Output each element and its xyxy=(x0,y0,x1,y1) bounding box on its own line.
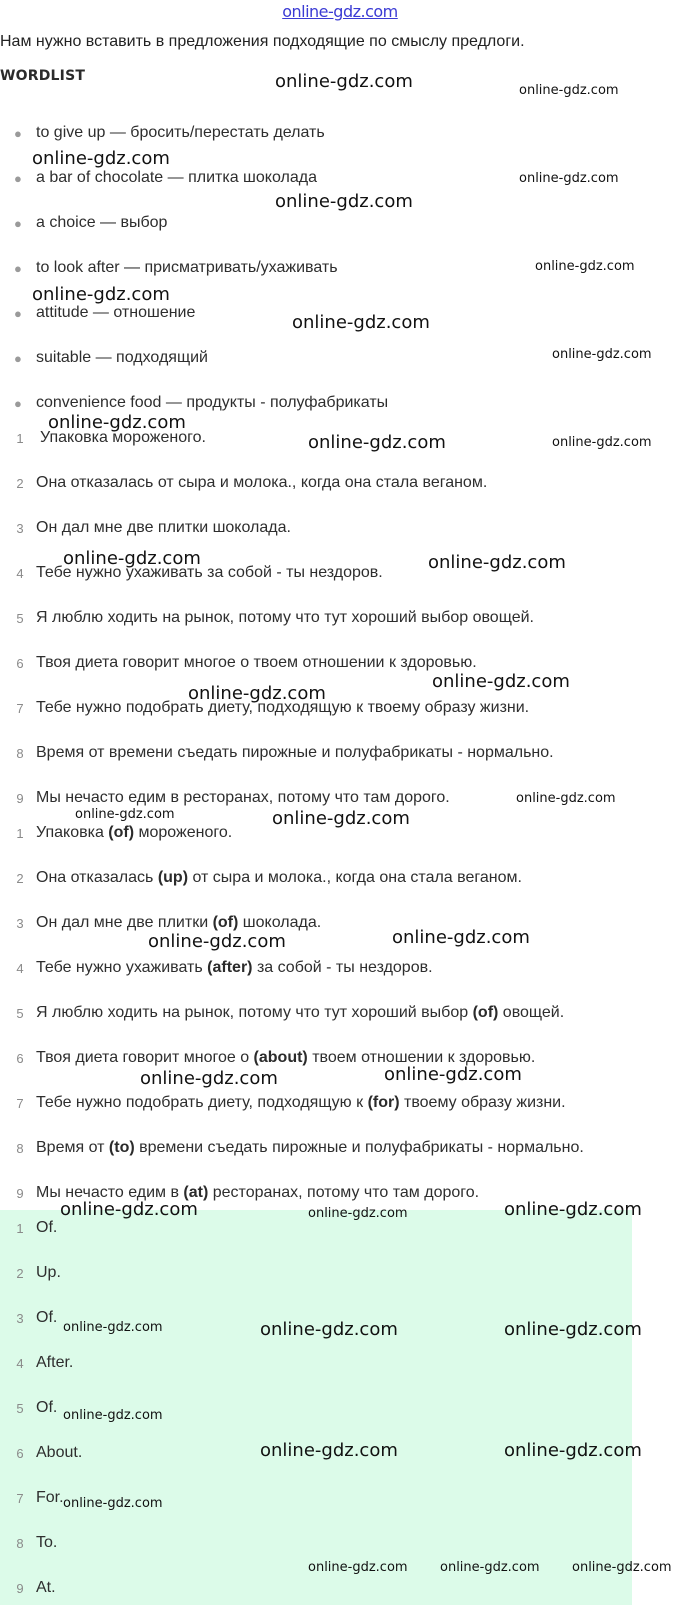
watermark: online-gdz.com xyxy=(292,312,430,333)
preposition: (of) xyxy=(108,824,135,841)
watermark: online-gdz.com xyxy=(272,808,410,829)
watermark: online-gdz.com xyxy=(519,171,619,186)
preposition: (at) xyxy=(183,1184,209,1201)
preposition: (to) xyxy=(108,1139,135,1156)
watermark: online-gdz.com xyxy=(428,552,566,573)
watermark: online-gdz.com xyxy=(552,347,652,362)
watermark: online-gdz.com xyxy=(504,1319,642,1340)
watermark: online-gdz.com xyxy=(48,412,186,433)
answers-panel xyxy=(0,1210,632,1605)
watermark: online-gdz.com xyxy=(60,1199,198,1220)
preposition: (after) xyxy=(207,959,253,976)
watermark: online-gdz.com xyxy=(63,548,201,569)
task-instruction: Нам нужно вставить в предложения подходящие по смыслу предлоги. xyxy=(0,33,525,50)
bullet-icon: ● xyxy=(14,396,22,411)
watermark: online-gdz.com xyxy=(148,931,286,952)
watermark: online-gdz.com xyxy=(308,1560,408,1575)
watermark: online-gdz.com xyxy=(63,1408,163,1423)
watermark: online-gdz.com xyxy=(519,83,619,98)
watermark: online-gdz.com xyxy=(552,435,652,450)
watermark: online-gdz.com xyxy=(535,259,635,274)
watermark: online-gdz.com xyxy=(572,1560,672,1575)
watermark: online-gdz.com xyxy=(308,432,446,453)
site-header-link[interactable]: online-gdz.com xyxy=(282,2,398,21)
watermark: online-gdz.com xyxy=(516,791,616,806)
bullet-icon: ● xyxy=(14,171,22,186)
preposition: (up) xyxy=(157,869,189,886)
preposition: (for) xyxy=(367,1094,400,1111)
watermark: online-gdz.com xyxy=(32,284,170,305)
watermark: online-gdz.com xyxy=(260,1440,398,1461)
watermark: online-gdz.com xyxy=(188,683,326,704)
watermark: online-gdz.com xyxy=(504,1440,642,1461)
watermark: online-gdz.com xyxy=(63,1320,163,1335)
watermark: online-gdz.com xyxy=(504,1199,642,1220)
watermark: online-gdz.com xyxy=(260,1319,398,1340)
bullet-icon: ● xyxy=(14,306,22,321)
watermark: online-gdz.com xyxy=(308,1206,408,1221)
preposition: (of) xyxy=(472,1004,499,1021)
bullet-icon: ● xyxy=(14,126,22,141)
watermark: online-gdz.com xyxy=(63,1496,163,1511)
watermark: online-gdz.com xyxy=(275,191,413,212)
watermark: online-gdz.com xyxy=(432,671,570,692)
watermark: online-gdz.com xyxy=(275,71,413,92)
watermark: online-gdz.com xyxy=(32,148,170,169)
watermark: online-gdz.com xyxy=(392,927,530,948)
wordlist-title: WORDLIST xyxy=(0,68,86,84)
bullet-icon: ● xyxy=(14,261,22,276)
watermark: online-gdz.com xyxy=(140,1068,278,1089)
preposition: (about) xyxy=(253,1049,308,1066)
watermark: online-gdz.com xyxy=(440,1560,540,1575)
preposition: (of) xyxy=(212,914,239,931)
watermark: online-gdz.com xyxy=(384,1064,522,1085)
bullet-icon: ● xyxy=(14,351,22,366)
watermark: online-gdz.com xyxy=(75,807,175,822)
bullet-icon: ● xyxy=(14,216,22,231)
